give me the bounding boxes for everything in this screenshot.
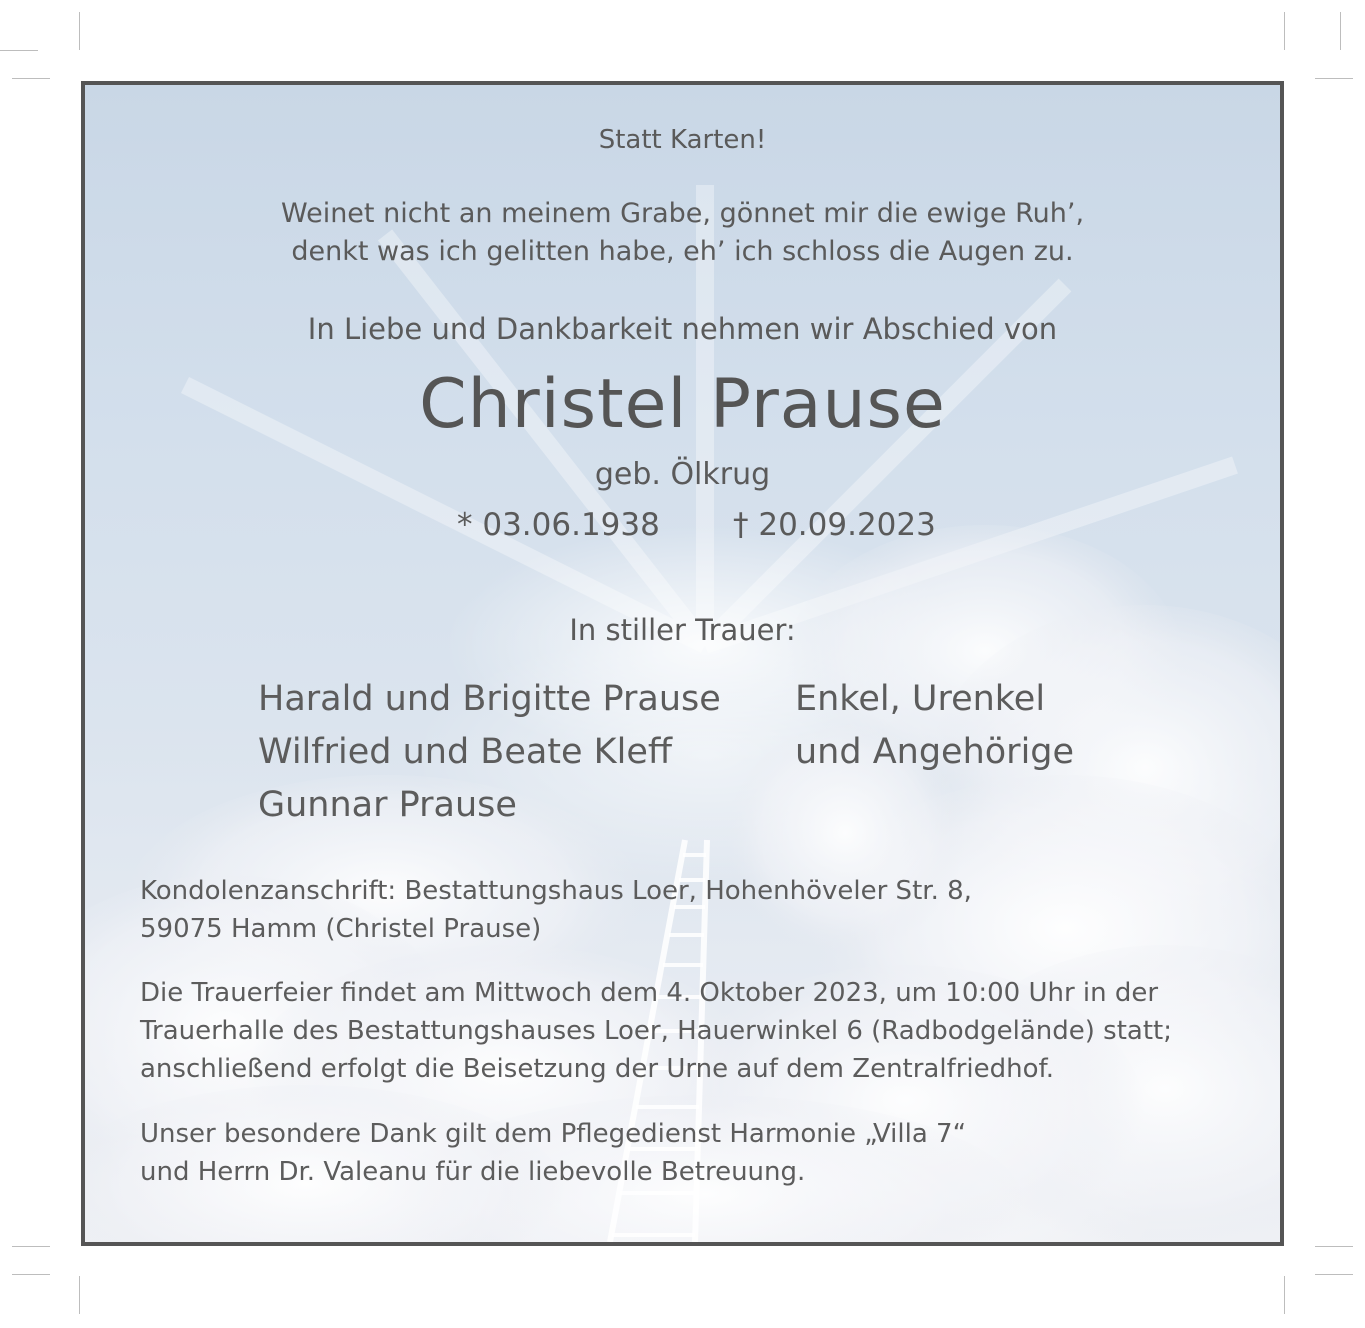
mourners-left <box>258 673 721 832</box>
crop-mark <box>12 1274 50 1275</box>
death-date: † 20.09.2023 <box>733 507 936 543</box>
crop-mark <box>79 1276 80 1314</box>
mourner-line: Gunnar Prause <box>258 785 517 825</box>
crop-mark <box>79 12 80 50</box>
condolence-address <box>140 872 972 948</box>
paragraph-line: Kondolenzanschrift: Bestattungshaus Loer, Hohenhöveler Str. 8, <box>140 876 972 906</box>
verse-line: denkt was ich gelitten habe, eh’ ich schloss die Augen zu. <box>291 236 1074 267</box>
crop-mark <box>1340 12 1341 50</box>
mourner-line: und Angehörige <box>795 732 1075 772</box>
paragraph-line: und Herrn Dr. Valeanu für die liebevolle Betreuung. <box>140 1157 806 1187</box>
crop-mark <box>1315 1246 1353 1247</box>
mourner-line: Enkel, Urenkel <box>795 679 1046 719</box>
thanks-note <box>140 1115 966 1191</box>
mourning-label: In stiller Trauer: <box>569 613 796 647</box>
life-dates <box>85 507 1280 547</box>
crop-mark <box>1315 1274 1353 1275</box>
verse-line: Weinet nicht an meinem Grabe, gönnet mir die ewige Ruh’, <box>280 198 1085 229</box>
obituary-notice <box>81 81 1284 1246</box>
birth-name: geb. Ölkrug <box>594 457 771 492</box>
crop-mark <box>1284 12 1285 50</box>
deceased-name: Christel Prause <box>419 365 946 444</box>
crop-mark <box>1284 1276 1285 1314</box>
header-statt-karten: Statt Karten! <box>598 125 767 155</box>
mourner-line: Wilfried und Beate Kleff <box>258 732 673 772</box>
mourners-right <box>795 673 1074 779</box>
mourner-line: Harald und Brigitte Prause <box>258 679 721 719</box>
paragraph-line: Unser besondere Dank gilt dem Pflegedienst Harmonie „Villa 7“ <box>140 1119 967 1149</box>
crop-mark <box>12 1246 50 1247</box>
crop-mark <box>12 78 50 79</box>
crop-mark <box>1315 78 1353 79</box>
crop-mark <box>0 50 38 51</box>
paragraph-line: 59075 Hamm (Christel Prause) <box>140 914 542 944</box>
farewell-intro: In Liebe und Dankbarkeit nehmen wir Abschied von <box>307 312 1058 346</box>
paragraph-line: Die Trauerfeier findet am Mittwoch dem 4. Oktober 2023, um 10:00 Uhr in der <box>140 978 1159 1008</box>
birth-date: * 03.06.1938 <box>457 507 660 543</box>
paragraph-line: Trauerhalle des Bestattungshauses Loer, Hauerwinkel 6 (Radbodgelände) statt; <box>140 1016 1173 1046</box>
paragraph-line: anschließend erfolgt die Beisetzung der Urne auf dem Zentralfriedhof. <box>140 1054 1055 1084</box>
ceremony-info <box>140 974 1172 1088</box>
